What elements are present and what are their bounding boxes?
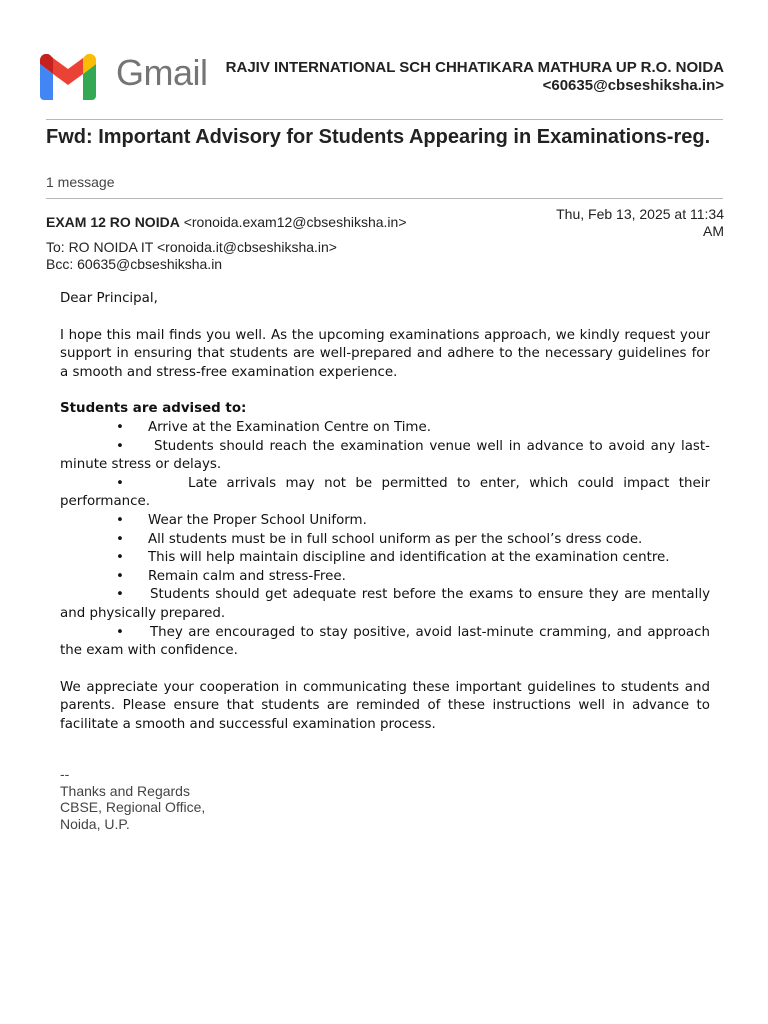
list-item: • All students must be in full school uniform as per the school’s dress code. bbox=[60, 531, 710, 550]
sender bbox=[46, 214, 407, 230]
list-item: • Remain calm and stress-Free. bbox=[60, 568, 710, 587]
bullet-icon: • bbox=[116, 475, 124, 491]
message-date bbox=[524, 206, 724, 240]
bullet-icon: • bbox=[116, 512, 124, 528]
list-item: • This will help maintain discipline and identification at the examination centre. bbox=[60, 549, 710, 568]
gmail-m-icon bbox=[40, 54, 96, 100]
bullet-icon: • bbox=[116, 550, 124, 566]
signature-line: Noida, U.P. bbox=[60, 815, 130, 832]
bullet-icon: • bbox=[116, 438, 124, 454]
bullet-icon: • bbox=[116, 531, 124, 547]
bullet-icon: • bbox=[116, 568, 124, 584]
list-item: • Wear the Proper School Uniform. bbox=[60, 512, 710, 531]
recipient-bcc: Bcc: 60635@cbseshiksha.in bbox=[46, 256, 223, 272]
bullet-icon: • bbox=[116, 624, 124, 640]
list-item: • Late arrivals may not be permitted to enter, which could impact their performance. bbox=[60, 475, 710, 510]
greeting: Dear Principal, bbox=[60, 291, 158, 306]
closing-paragraph: We appreciate your cooperation in communicating these important guidelines to students and parents. Please ensure that students are reminded of these instructions well in advance to facilitate a smooth and successful examination process. bbox=[60, 679, 710, 732]
sender-email: <ronoida.exam12@cbseshiksha.in> bbox=[183, 214, 407, 230]
account-email: <60635@cbseshiksha.in> bbox=[542, 77, 724, 94]
divider bbox=[46, 198, 723, 199]
account-info bbox=[226, 59, 724, 95]
signature-dashes: -- bbox=[60, 766, 70, 782]
advised-heading: Students are advised to: bbox=[60, 401, 247, 417]
email-subject: Fwd: Important Advisory for Students Appearing in Examinations-reg. bbox=[46, 126, 711, 148]
date-line: Thu, Feb 13, 2025 at 11:34 bbox=[556, 206, 724, 222]
gmail-logo bbox=[38, 50, 208, 102]
advice-list bbox=[60, 419, 710, 661]
divider bbox=[46, 119, 723, 120]
bullet-icon: • bbox=[116, 587, 124, 603]
sender-name: EXAM 12 RO NOIDA bbox=[46, 214, 180, 230]
signature-line: CBSE, Regional Office, bbox=[60, 799, 206, 815]
intro-paragraph: I hope this mail finds you well. As the upcoming examinations approach, we kindly request your support in ensuring that students are well-prepared and adhere to the necessary guidelines for a smooth and stress-free examination experience. bbox=[60, 327, 710, 380]
bullet-icon: • bbox=[116, 419, 124, 435]
account-name: RAJIV INTERNATIONAL SCH CHHATIKARA MATHURA UP R.O. NOIDA bbox=[225, 59, 724, 76]
list-item: • Students should get adequate rest before the exams to ensure they are mentally and physically prepared. bbox=[60, 587, 710, 621]
message-count: 1 message bbox=[46, 174, 115, 190]
signature bbox=[60, 766, 205, 832]
recipient-to: To: RO NOIDA IT <ronoida.it@cbseshiksha.in> bbox=[46, 239, 337, 255]
email-header bbox=[38, 50, 724, 102]
date-line: AM bbox=[703, 223, 724, 239]
gmail-wordmark: Gmail bbox=[116, 52, 208, 93]
list-item: • Students should reach the examination venue well in advance to avoid any last-minute stress or delays. bbox=[60, 438, 710, 473]
message-body bbox=[60, 290, 710, 734]
list-item: • Arrive at the Examination Centre on Time. bbox=[60, 419, 710, 438]
list-item: • They are encouraged to stay positive, avoid last-minute cramming, and approach the exam with confidence. bbox=[60, 624, 710, 659]
signature-line: Thanks and Regards bbox=[60, 782, 190, 799]
